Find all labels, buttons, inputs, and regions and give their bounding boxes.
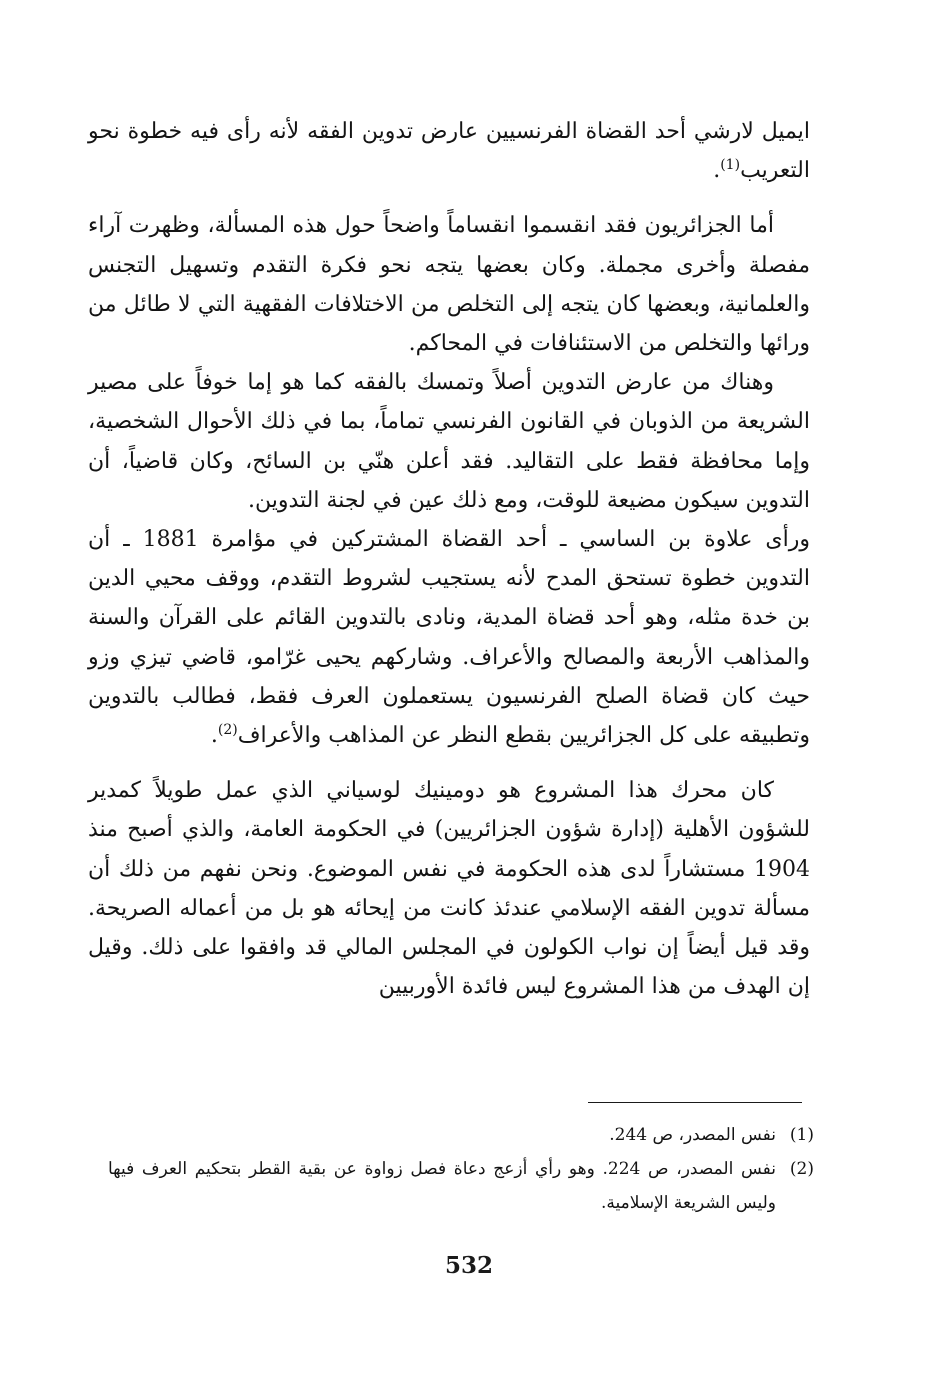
paragraph-2-end: .: [210, 723, 218, 749]
paragraph-1: [88, 112, 810, 190]
footnote-number: (2): [789, 1159, 814, 1179]
paragraph-2-part-a: أما الجزائريون فقد انقسموا انقساماً واضحاً حول هذه المسألة، وظهرت آراء مفصلة وأخرى مجملة. وكان بعضها يتجه نحو فكرة التقدم وتسهيل التجنس والعلمانية، وبعضها كان يتجه إلى التخلص من الاختلافات الفقهية التي لا طائل من ورائها والتخلص من الاستئنافات في المحاكم.: [88, 213, 810, 357]
footnote-text: نفس المصدر، ص 244.: [609, 1125, 776, 1145]
paragraph-2-part-b: وهناك من عارض التدوين أصلاً وتمسك بالفقه كما هو إما خوفاً على مصير الشريعة من الذوبان في القانون الفرنسي تماماً، بما في ذلك الأحوال الشخصية، وإما محافظة فقط على التقاليد. فقد أعلن هنّي بن السائح، وكان قاضياً، أن التدوين سيكون مضيعة للوقت، ومع ذلك عين في لجنة التدوين.: [88, 370, 810, 513]
footnotes: [108, 1118, 814, 1220]
paragraph-1-end: .: [713, 158, 721, 184]
footnote-divider: [588, 1102, 802, 1103]
page-body: [88, 112, 810, 1006]
paragraph-2-part-c: ورأى علاوة بن الساسي ـ أحد القضاة المشتركين في مؤامرة 1881 ـ أن التدوين خطوة تستحق المدح لأنه يستجيب لشروط التقدم، ووقف محيي الدين بن خدة مثله، وهو أحد قضاة المدية، ونادى بالتدوين القائم على القرآن والسنة والمذاهب الأربعة والمصالح والأعراف. وشاركهم يحيى غرّامو، قاضي تيزي وزو حيث كان قضاة الصلح الفرنسيون يستعملون العرف فقط، فطالب بالتدوين وتطبيقه على كل الجزائريين بقطع النظر عن المذاهب والأعراف: [88, 527, 810, 749]
footnote-item: [108, 1118, 814, 1152]
footnote-item: [108, 1152, 814, 1220]
footnote-ref-1: (1): [720, 157, 741, 174]
footnote-number: (1): [789, 1125, 814, 1145]
footnote-text: نفس المصدر، ص 224. وهو رأي أزعج دعاة فصل زواوة عن بقية القطر بتحكيم العرف فيها وليس الشريعة الإسلامية.: [108, 1159, 776, 1213]
paragraph-1-text: ايميل لارشي أحد القضاة الفرنسيين عارض تدوين الفقه لأنه رأى فيه خطوة نحو التعريب: [88, 119, 810, 184]
paragraph-3-text: كان محرك هذا المشروع هو دومينيك لوسياني الذي عمل طويلاً كمدير للشؤون الأهلية (إدارة شؤون الجزائريين) في الحكومة العامة، والذي أصبح منذ 1904 مستشاراً لدى هذه الحكومة في نفس الموضوع. ونحن نفهم من ذلك أن مسألة تدوين الفقه الإسلامي عندئذ كانت من إيحائه هو بل من أعماله الصريحة. وقد قيل أيضاً إن نواب الكولون في المجلس المالي قد وافقوا على ذلك. وقيل إن الهدف من هذا المشروع ليس فائدة الأوربيين: [88, 778, 810, 1000]
paragraph-2: [88, 206, 810, 755]
paragraph-3: [88, 771, 810, 1006]
footnote-ref-2: (2): [217, 722, 238, 739]
page-number: 532: [444, 1252, 493, 1279]
